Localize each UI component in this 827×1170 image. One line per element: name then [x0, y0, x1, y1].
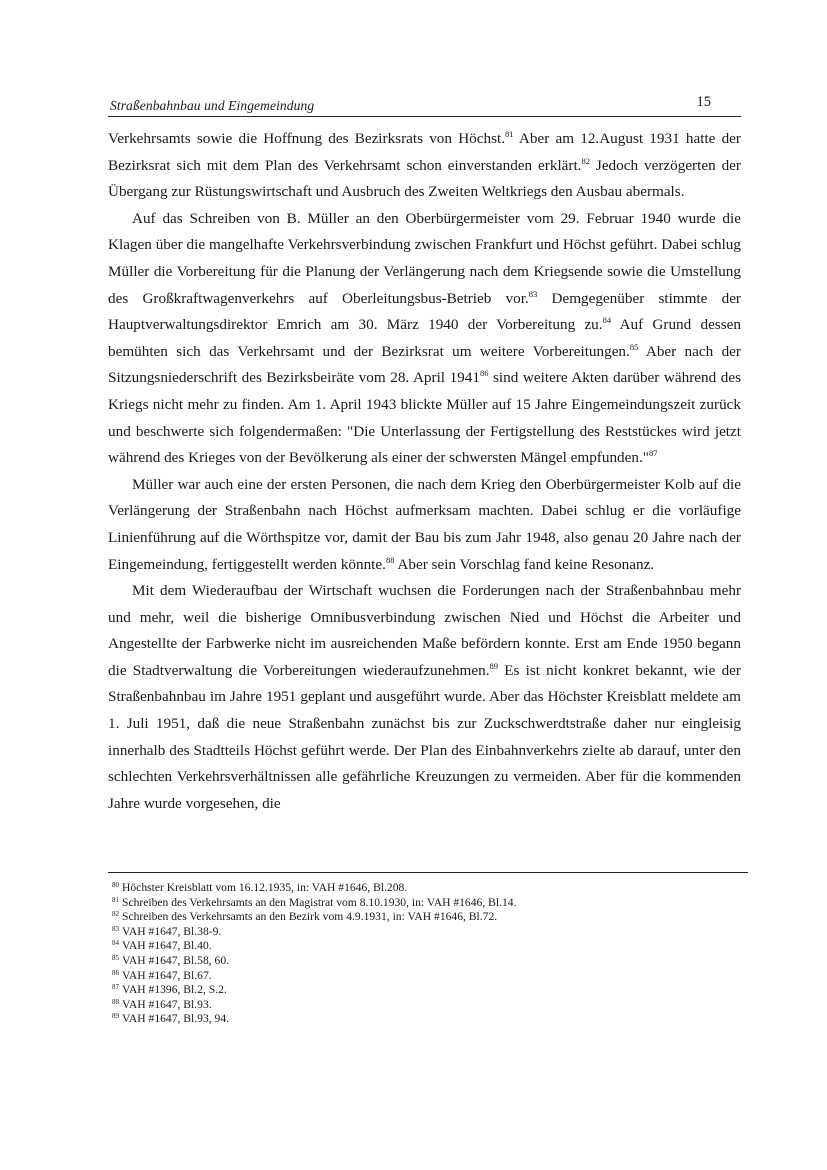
footnote-text: Höchster Kreisblatt vom 16.12.1935, in: VAH #1646, Bl.208. [122, 881, 408, 894]
body-text [108, 126, 741, 817]
footnote [112, 939, 712, 954]
footnote-number: 83 [112, 924, 119, 933]
text-run: Mit dem Wiederaufbau der Wirtschaft wuchsen die Forderungen nach der Straßenbahnbau mehr und mehr, weil die bisherige Omnibusverbindung zwischen Nied und Höchst die Arbeiter und Angestellte der Farbwerke nicht im ausreichenden Maße befördern konnte. Erst am Ende 1950 begann die Stadtverwaltung die Vorbereitungen wiederaufzunehmen. [108, 582, 741, 679]
footnote-text: VAH #1396, Bl.2, S.2. [122, 983, 227, 997]
footnote [112, 896, 712, 911]
footnote-number: 86 [112, 968, 119, 977]
footnote [112, 954, 712, 969]
text-run: Auf das Schreiben von B. Müller an den Oberbürgermeister vom 29. Februar 1940 wurde die Klagen über die mangelhafte Verkehrsverbindung zwischen Frankfurt und Höchst geführt. Dabei schlug Müller die Vorbereitung für die Planung der Verlängerung nach dem Kriegsende sowie die Umstellung des Großkraftwagenverkehrs auf Oberleitungsbus-Betrieb vor. [108, 209, 741, 307]
footnote-text: VAH #1647, Bl.67. [122, 968, 212, 982]
footnote [112, 1012, 712, 1027]
footnote-text: VAH #1647, Bl.58, 60. [122, 953, 230, 967]
footnote-text: VAH #1647, Bl.38-9. [122, 924, 222, 938]
footnotes [112, 881, 712, 1027]
footnote-ref: 89 [489, 660, 498, 671]
footnote-number: 89 [112, 1012, 119, 1021]
footnote [112, 910, 712, 925]
footnote-text: VAH #1647, Bl.93. [122, 997, 212, 1011]
paragraph [108, 472, 741, 578]
text-run: Aber nach der Sitzungsniederschrift des Bezirksbeiräte vom 28. April 1941 [108, 342, 741, 387]
footnote [112, 881, 712, 896]
paragraph [108, 578, 741, 817]
footnote-number: 88 [112, 997, 119, 1006]
footnote-text: VAH #1647, Bl.93, 94. [122, 1012, 230, 1026]
footnote-number: 82 [112, 910, 119, 919]
paragraph [108, 206, 741, 472]
footnote-ref: 83 [528, 288, 538, 299]
footnote-number: 87 [112, 983, 119, 992]
text-run: Aber am 12.August 1931 hatte der Bezirksrat sich mit dem Plan des Verkehrsamt schon einverstanden erklärt. [108, 130, 741, 174]
text-run: Aber sein Vorschlag fand keine Resonanz. [394, 555, 655, 573]
footnote [112, 969, 712, 984]
footnote-ref: 86 [479, 368, 489, 379]
footnote-divider [108, 872, 748, 873]
running-header [108, 96, 741, 117]
text-run: Auf Grund dessen bemühten sich das Verkehrsamt und der Bezirksrat um weitere Vorbereitungen. [108, 316, 741, 360]
footnote [112, 983, 712, 998]
paragraph [108, 126, 741, 206]
text-run: sind weitere Akten darüber während des Kriegs nicht mehr zu finden. Am 1. April 1943 blickte Müller auf 15 Jahre Eingemeindungszeit zurück und beschwerte sich folgendermaßen: "Die Unterlassung der Fertigstellung des Reststückes wird jetzt während des Krieges von der Bevölkerung als einer der schwersten Mängel empfunden." [108, 369, 741, 467]
footnote-number: 81 [112, 895, 119, 904]
footnote-number: 80 [112, 881, 119, 889]
footnote-number: 85 [112, 953, 119, 962]
footnote-ref: 82 [581, 155, 590, 166]
footnote-ref: 84 [602, 315, 612, 326]
text-run: Es ist nicht konkret bekannt, wie der Straßenbahnbau im Jahre 1951 geplant und ausgeführt wurde. Aber das Höchster Kreisblatt meldete am 1. Juli 1951, daß die neue Straßenbahn zunächst bis zur Zuckschwerdtstraße daher nur eingleisig innerhalb des Stadtteils Höchst geführt werde. Der Plan des Einbahnverkehrs zielte ab darauf, unter den schlechten Verkehrsverhältnissen alle gefährliche Kreuzungen zu vermeiden. Aber für die kommenden Jahre wurde vorgesehen, die [108, 661, 741, 812]
footnote-text: VAH #1647, Bl.40. [122, 939, 212, 953]
footnote-text: Schreiben des Verkehrsamts an den Magistrat vom 8.10.1930, in: VAH #1646, Bl.14. [122, 895, 517, 909]
footnote-ref: 87 [648, 448, 658, 459]
footnote-ref: 81 [505, 129, 514, 139]
footnote-ref: 88 [385, 554, 395, 565]
text-run: Müller war auch eine der ersten Personen, die nach dem Krieg den Oberbürgermeister Kolb auf die Verlängerung der Straßenbahn nach Höchst aufmerksam machten. Dabei schlug er die vorläufige Linienführung auf die Wörthspitze vor, damit der Bau bis zum Jahr 1948, also genau 20 Jahre nach der Eingemeindung, fertiggestellt werden könnte. [108, 475, 741, 573]
footnote-ref: 85 [629, 341, 639, 352]
footnote [112, 925, 712, 940]
text-run: Verkehrsamts sowie die Hoffnung des Bezirksrats von Höchst. [108, 130, 506, 147]
page-number: 15 [696, 94, 711, 110]
footnote-number: 84 [112, 939, 119, 948]
running-title: Straßenbahnbau und Eingemeindung [110, 98, 315, 113]
text-run: Demgegenüber stimmte der Hauptverwaltungsdirektor Emrich am 30. März 1940 der Vorbereitung zu. [108, 289, 741, 334]
text-run: Jedoch verzögerten der Übergang zur Rüstungswirtschaft und Ausbruch des Zweiten Weltkriegs den Ausbau abermals. [108, 156, 741, 201]
footnote-text: Schreiben des Verkehrsamts an den Bezirk vom 4.9.1931, in: VAH #1646, Bl.72. [122, 910, 498, 924]
footnote [112, 998, 712, 1013]
